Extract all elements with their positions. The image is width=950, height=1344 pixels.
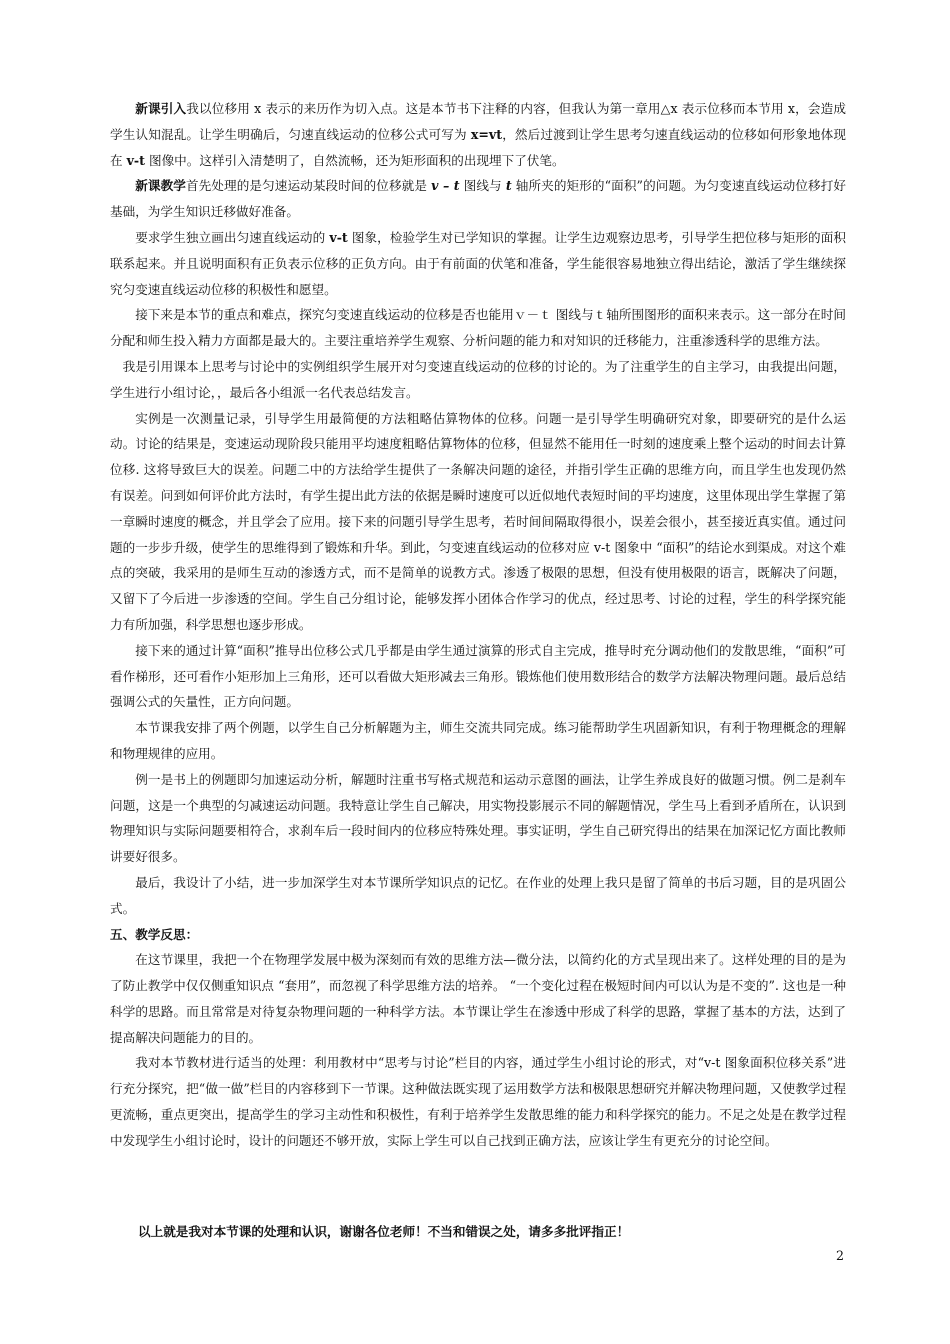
intro-lead: 新课引入 [135, 101, 187, 116]
closing-remark: 以上就是我对本节课的处理和认识，谢谢各位老师！不当和错误之处，请多多批评指正！ [138, 1224, 630, 1239]
paragraph-example-detail: 例一是书上的例题即匀加速运动分析，解题时注重书写格式规范和运动示意图的画法，让学生养成良好的做题习惯。例二是刹车问题，这是一个典型的匀减速运动问题。我特意让学生自己解决，用实物投影展示不同的解题情况，学生马上看到矛盾所在，认识到物理知识与实际问题要相符合，求刹车后一段时间内的位移应特殊处理。事实证明，学生自己研究得出的结果在加深记忆方面比教师讲要好很多。 [110, 771, 846, 865]
paragraph-example-record: 实例是一次测量记录，引导学生用最简便的方法粗略估算物体的位移。问题一是引导学生明确研究对象，即要研究的是什么运动。讨论的结果是，变速运动现阶段只能用平均速度粗略估算物体的位移，但显然不能用任一时刻的速度乘上整个运动的时间去计算位移. 这将导致巨大的误差。问题二中的方法给学生提供了一条解决问题的途径，并指引学生正确的思维方向，而且学生也发现仍然有误差。问到如何评价此方法时，有学生提出此方法的依据是瞬时速度可以近似地代表短时间的平均速度，这里体现出学生掌握了第一章瞬时速度的概念，并且学会了应用。接下来的问题引导学生思考，若时间间隔取得很小，误差会很小，甚至接近真实值。通过问题的一步步升级，使学生的思维得到了锻炼和升华。到此，匀变速直线运动的位移对应 v-t 图象中 “面积”的结论水到渠成。对这个难点的突破，我采用的是师生互动的渗透方式，而不是简单的说教方式。渗透了极限的思想，但没有使用极限的语言，既解决了问题，又留下了今后进一步渗透的空间。学生自己分组讨论，能够发挥小团体合作学习的优点，经过思考、讨论的过程，学生的科学探究能力有所加强，科学思想也逐步形成。 [110, 410, 846, 632]
paragraph-teaching: 新课教学首先处理的是匀速运动某段时间的位移就是 v – t 图线与 t 轴所夹的矩形的“面积”的问题。为匀变速直线运动位移打好基础，为学生知识迁移做好准备。 [110, 178, 847, 220]
document-body [110, 96, 846, 1154]
paragraph-discussion: 我是引用课本上思考与讨论中的实例组织学生展开对匀变速直线运动的位移的讨论的。为了注重学生的自主学习，由我提出问题，学生进行小组讨论，，最后各小组派一名代表总结发言。 [110, 358, 846, 400]
teaching-lead: 新课教学 [135, 178, 186, 194]
formula-x-vt: x=vt [470, 126, 503, 142]
paragraph-intro: 新课引入我以位移用 x 表示的来历作为切入点。这是本节书下注释的内容，但我认为第一章用△x 表示位移而本节用 x，会造成学生认知混乱。让学生明确后，匀速直线运动的位移公式可写为 x=vt，然后过渡到让学生思考匀速直线运动的位移如何形象地体现在 v-t 图像中。这样引入清楚明了，自然流畅，还为矩形面积的出现埋下了伏笔。 [110, 101, 847, 168]
page-number: 2 [836, 1248, 845, 1263]
paragraph-key-point: 接下来是本节的重点和难点，探究匀变速直线运动的位移是否也能用ｖ－ｔ 图线与ｔ轴所围图形的面积来表示。这一部分在时间分配和师生投入精力方面都是最大的。主要注重培养学生观察、分析问题的能力和对知识的迁移能力，注重渗透科学的思维方法。 [110, 307, 846, 349]
paragraph-area-derivation: 接下来的通过计算“面积”推导出位移公式几乎都是由学生通过演算的形式自主完成，推导时充分调动他们的发散思维，“面积”可看作梯形，还可看作小矩形加上三角形，还可以看做大矩形减去三角形。锻炼他们使用数形结合的数学方法解决物理问题。最后总结强调公式的矢量性，正方向问题。 [110, 642, 846, 710]
paragraph-summary: 最后，我设计了小结，进一步加深学生对本节课所学知识点的记忆。在作业的处理上我只是留了简单的书后习题，目的是巩固公式。 [110, 874, 846, 916]
paragraph-reflection-1: 在这节课里，我把一个在物理学发展中极为深刻而有效的思维方法—微分法，以简约化的方式呈现出来了。这样处理的目的是为了防止教学中仅仅侧重知识点 “套用”，而忽视了科学思维方法的培养。 “一个变化过程在极短时间内可以认为是不变的”. 这也是一种科学的思路。而且常常是对待复杂物理问题的一种科学方法。本节课让学生在渗透中形成了科学的思路，掌握了基本的方法，达到了提高解决问题能力的目的。 [110, 952, 846, 1045]
paragraph-reflection-2: 我对本节教材进行适当的处理：利用教材中“思考与讨论”栏目的内容，通过学生小组讨论的形式，对“v-t 图象面积位移关系”进行充分探究，把“做一做”栏目的内容移到下一节课。这种做法既实现了运用数学方法和极限思想研究并解决物理问题，又使教学过程更流畅，重点更突出，提高学生的学习主动性和积极性，有利于培养学生发散思维的能力和科学探究的能力。不足之处是在教学过程中发现学生小组讨论时，设计的问题还不够开放，实际上学生可以自己找到正确方法，应该让学生有更充分的讨论空间。 [110, 1055, 846, 1148]
paragraph-two-examples: 本节课我安排了两个例题，以学生自己分析解题为主，师生交流共同完成。练习能帮助学生巩固新知识，有利于物理概念的理解和物理规律的应用。 [110, 720, 846, 761]
section-heading-reflection: 五、教学反思： [110, 926, 199, 942]
paragraph-uniform-motion: 要求学生独立画出匀速直线运动的 v-t 图象，检验学生对已学知识的掌握。让学生边观察边思考，引导学生把位移与矩形的面积联系起来。并且说明面积有正负表示位移的正负方向。由于有前面的伏笔和准备，学生能很容易地独立得出结论，激活了学生继续探究匀变速直线运动位移的积极性和愿望。 [110, 229, 846, 297]
